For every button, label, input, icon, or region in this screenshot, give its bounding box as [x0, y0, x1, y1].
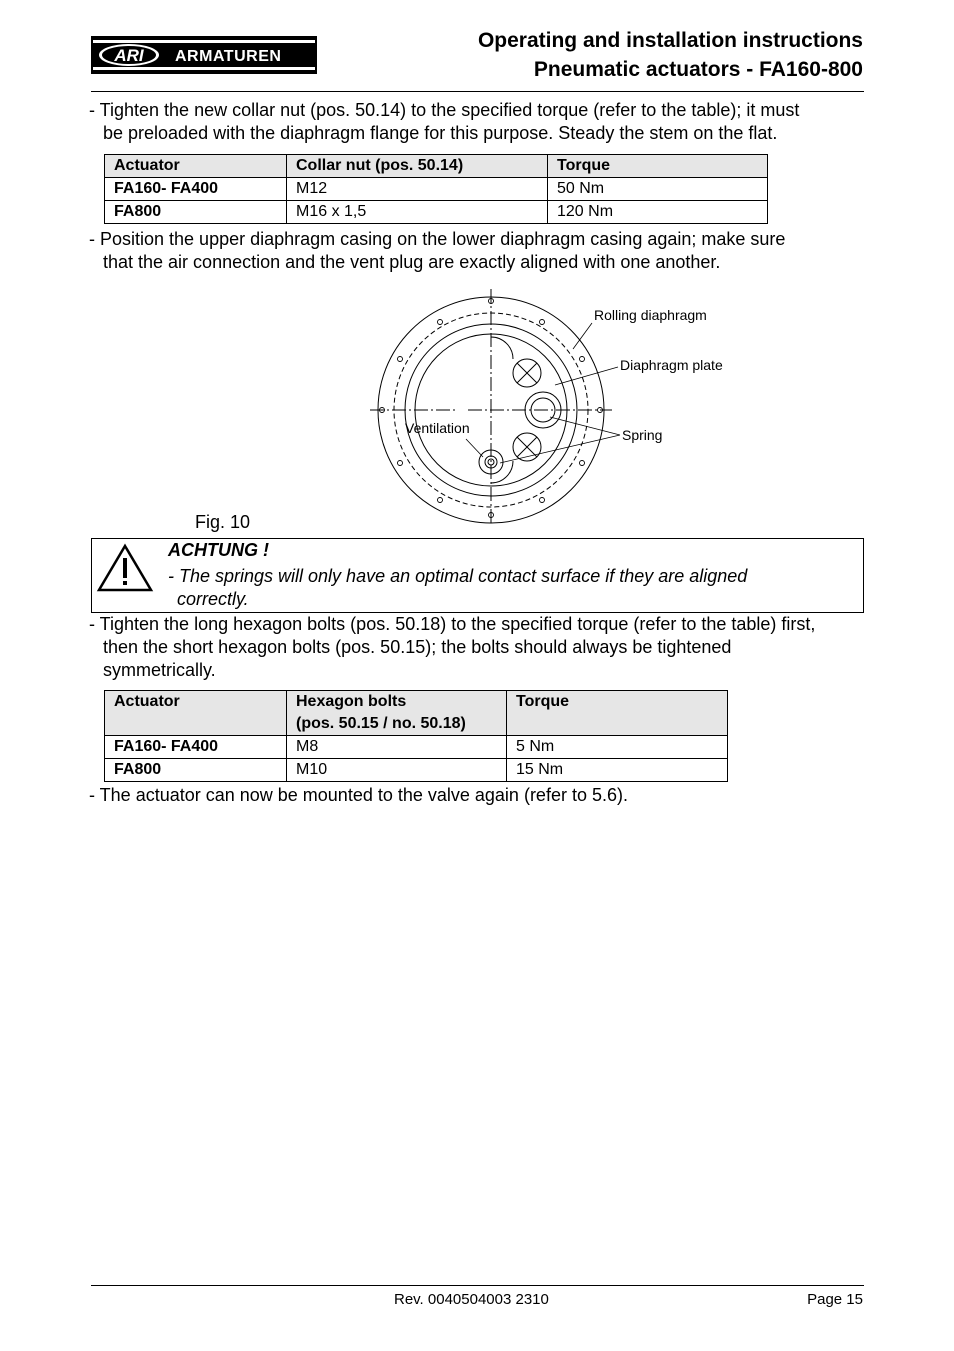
table-cell: 120 Nm — [548, 201, 768, 224]
label-diaphragm-plate: Diaphragm plate — [620, 357, 723, 373]
table-cell: 50 Nm — [548, 178, 768, 201]
warning-title: ACHTUNG ! — [168, 540, 269, 560]
svg-text:ARMATUREN: ARMATUREN — [175, 48, 282, 65]
table-cell: FA160- FA400 — [105, 736, 287, 759]
header-line: Hexagon bolts — [296, 693, 407, 710]
ari-armaturen-logo — [91, 36, 317, 74]
warning-line: - The springs will only have an optimal contact surface if they are aligned — [168, 566, 748, 586]
document-title — [478, 26, 863, 84]
table-row — [105, 736, 728, 759]
table-cell: M16 x 1,5 — [287, 201, 548, 224]
label-rolling-diaphragm: Rolling diaphragm — [594, 307, 707, 323]
table-cell: 15 Nm — [507, 759, 728, 782]
table-cell: FA160- FA400 — [105, 178, 287, 201]
text-line: - Tighten the long hexagon bolts (pos. 50.18) to the specified torque (refer to the table) first, — [89, 614, 816, 634]
table-header-cell: Torque — [548, 155, 768, 178]
text-line: that the air connection and the vent plug are exactly aligned with one another. — [103, 252, 721, 272]
table-header-cell: Actuator — [105, 691, 287, 736]
text-line: be preloaded with the diaphragm flange for this purpose. Steady the stem on the flat. — [103, 123, 778, 143]
table-row — [105, 201, 768, 224]
footer-divider — [91, 1285, 864, 1286]
figure-caption: Fig. 10 — [195, 512, 251, 532]
title-line-1: Operating and installation instructions — [477, 29, 863, 52]
table-cell: M8 — [287, 736, 507, 759]
table-row — [105, 759, 728, 782]
table-header-cell: Actuator — [105, 155, 287, 178]
page-number: Page 15 — [807, 1291, 863, 1308]
header-line: (pos. 50.15 / no. 50.18) — [296, 715, 466, 732]
table-cell: M12 — [287, 178, 548, 201]
hexagon-bolts-torque-table — [104, 690, 728, 782]
table-header-row — [105, 691, 728, 736]
text-line: - Tighten the new collar nut (pos. 50.14) to the specified torque (refer to the table); it must — [89, 100, 800, 120]
table-header-cell — [287, 691, 507, 736]
collar-nut-torque-table — [104, 154, 768, 224]
table-header-row — [105, 155, 768, 178]
diaphragm-figure — [368, 287, 728, 527]
instruction-diaphragm-casing — [89, 228, 869, 274]
instruction-mount-actuator — [89, 784, 869, 807]
text-line: symmetrically. — [103, 660, 216, 680]
warning-line: correctly. — [177, 589, 249, 609]
table-cell: M10 — [287, 759, 507, 782]
table-header-cell: Collar nut (pos. 50.14) — [287, 155, 548, 178]
text-line: then the short hexagon bolts (pos. 50.15); the bolts should always be tightened — [103, 637, 732, 657]
title-line-2: Pneumatic actuators - FA160-800 — [533, 58, 863, 81]
revision-number: Rev. 0040504003 2310 — [394, 1291, 549, 1308]
text-line: - Position the upper diaphragm casing on the lower diaphragm casing again; make sure — [89, 229, 786, 249]
warning-text — [168, 538, 747, 610]
table-cell: FA800 — [105, 759, 287, 782]
table-cell: 5 Nm — [507, 736, 728, 759]
table-row — [105, 178, 768, 201]
text-line: - The actuator can now be mounted to the valve again (refer to 5.6). — [89, 785, 628, 805]
label-ventilation: Ventilation — [405, 420, 470, 436]
warning-triangle-icon — [96, 543, 154, 593]
table-cell: FA800 — [105, 201, 287, 224]
label-spring: Spring — [622, 427, 663, 443]
header-divider — [91, 91, 864, 92]
instruction-collar-nut — [89, 99, 869, 145]
instruction-hexagon-bolts — [89, 613, 869, 682]
svg-text:ARI: ARI — [114, 46, 144, 65]
table-header-cell: Torque — [507, 691, 728, 736]
